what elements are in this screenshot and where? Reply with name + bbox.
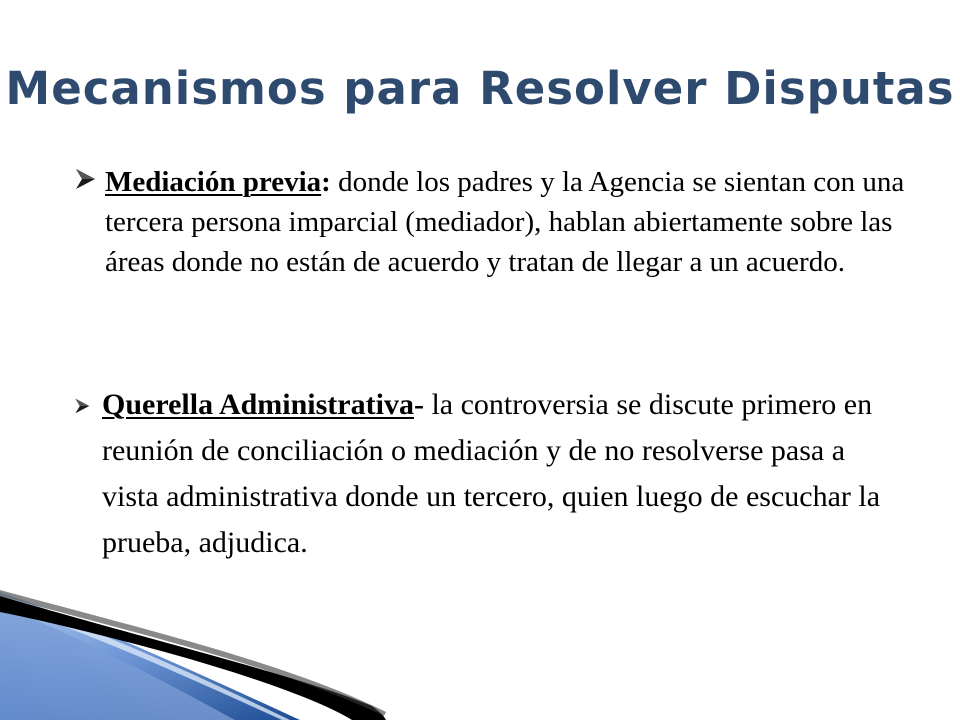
bullet-description: donde los padres y la Agencia se sientan con una tercera persona imparcial (mediador), hablan abiertamente sobre las áreas donde no están de acuerdo y tratan de llegar a un acuerdo.	[105, 166, 905, 278]
bullet-separator: :	[321, 166, 331, 198]
slide-title: Mecanismos para Resolver Disputas	[5, 62, 955, 115]
bullet-term: Mediación previa	[105, 166, 322, 198]
bullet-term: Querella Administrativa	[102, 388, 414, 421]
bullet-separator: -	[413, 388, 424, 421]
bullet-mediacion-previa	[74, 162, 934, 282]
bullet-text	[102, 382, 902, 566]
bullet-querella-administrativa	[74, 382, 934, 566]
arrowhead-bullet-icon	[74, 398, 90, 414]
bullet-description: la controversia se discute primero en reunión de conciliación o mediación y de no resolverse pasa a vista administrativa donde un tercero, quien luego de escuchar la prueba, adjudica.	[102, 388, 881, 559]
bullet-text	[105, 162, 925, 282]
arrowhead-bullet-icon	[74, 168, 96, 190]
